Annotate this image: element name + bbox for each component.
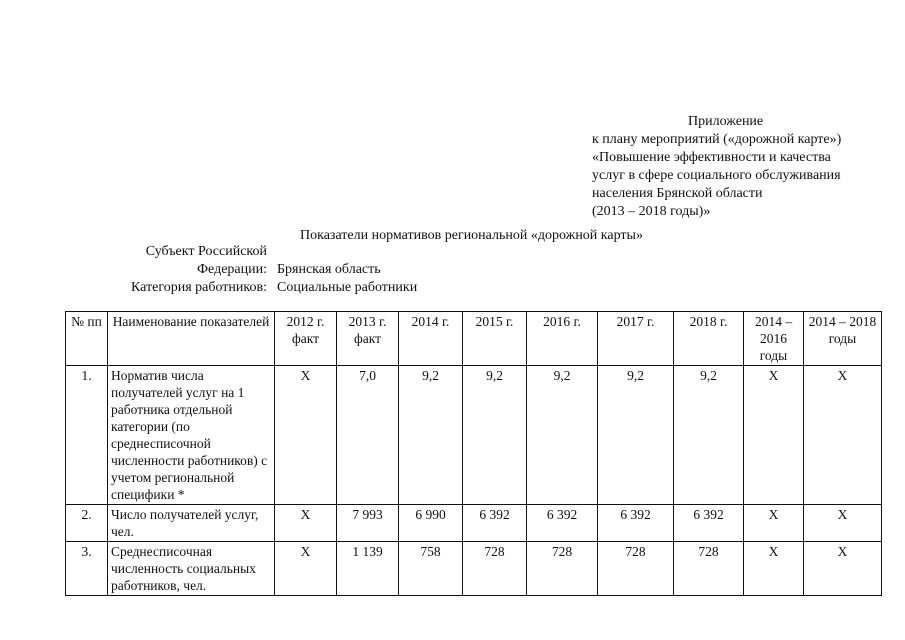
value-cell: Х (275, 366, 337, 505)
appendix-block (592, 113, 892, 221)
meta-subject-row-2 (100, 261, 417, 279)
value-cell: 9,2 (674, 366, 744, 505)
value-cell: 6 392 (674, 505, 744, 542)
value-cell: 9,2 (527, 366, 598, 505)
value-cell: 6 392 (527, 505, 598, 542)
category-label: Категория работников: (130, 280, 267, 295)
value-cell: 6 990 (399, 505, 463, 542)
value-cell: Х (804, 542, 882, 596)
value-cell: 9,2 (598, 366, 674, 505)
value-cell: 9,2 (399, 366, 463, 505)
value-cell: 7,0 (337, 366, 399, 505)
value-cell: Х (275, 542, 337, 596)
header-cell-2017: 2017 г. (598, 312, 674, 366)
row-number: 1. (66, 366, 108, 505)
table-header-row (66, 312, 882, 366)
meta-category-row (100, 279, 417, 297)
appendix-line: (2013 – 2018 годы)» (592, 204, 711, 219)
value-cell: 728 (674, 542, 744, 596)
header-cell-2016: 2016 г. (527, 312, 598, 366)
subject-label-2: Федерации: (196, 262, 267, 277)
value-cell: 728 (598, 542, 674, 596)
category-value: Социальные работники (277, 280, 418, 295)
header-cell-num: № пп (66, 312, 108, 366)
value-cell: 6 392 (598, 505, 674, 542)
indicator-name: Число получателей услуг, чел. (108, 505, 275, 542)
value-cell: 728 (463, 542, 527, 596)
value-cell: Х (804, 366, 882, 505)
value-cell: 9,2 (463, 366, 527, 505)
appendix-line: к плану мероприятий («дорожной карте») (592, 132, 842, 147)
subject-value: Брянская область (277, 262, 381, 277)
value-cell: 6 392 (463, 505, 527, 542)
header-cell-2018: 2018 г. (674, 312, 744, 366)
appendix-heading: Приложение (688, 114, 764, 129)
value-cell: 1 139 (337, 542, 399, 596)
indicator-name: Среднесписочная численность социальных работников, чел. (108, 542, 275, 596)
header-cell-2013: 2013 г. факт (337, 312, 399, 366)
value-cell: 728 (527, 542, 598, 596)
document-title: Показатели нормативов региональной «дорожной карты» (300, 228, 643, 243)
value-cell: 758 (399, 542, 463, 596)
subject-label-1: Субъект Российской (145, 244, 267, 259)
value-cell: Х (275, 505, 337, 542)
appendix-line: услуг в сфере социального обслуживания (592, 168, 841, 183)
table-row (66, 366, 882, 505)
header-cell-2014-2018: 2014 – 2018 годы (804, 312, 882, 366)
row-number: 2. (66, 505, 108, 542)
header-cell-2014: 2014 г. (399, 312, 463, 366)
table-row (66, 542, 882, 596)
meta-subject-row-1 (100, 243, 417, 261)
table-row (66, 505, 882, 542)
appendix-line: «Повышение эффективности и качества (592, 150, 831, 165)
header-cell-name: Наименование показателей (108, 312, 275, 366)
appendix-line: населения Брянской области (592, 186, 763, 201)
row-number: 3. (66, 542, 108, 596)
indicators-table (65, 311, 882, 596)
header-cell-2014-2016: 2014 – 2016 годы (744, 312, 804, 366)
header-cell-2012: 2012 г. факт (275, 312, 337, 366)
value-cell: Х (744, 505, 804, 542)
header-cell-2015: 2015 г. (463, 312, 527, 366)
value-cell: Х (744, 366, 804, 505)
value-cell: Х (804, 505, 882, 542)
meta-block (100, 243, 417, 297)
value-cell: Х (744, 542, 804, 596)
value-cell: 7 993 (337, 505, 399, 542)
indicator-name: Норматив числа получателей услуг на 1 работника отдельной категории (по среднесписочной численности работников) с учетом региональной специфики * (108, 366, 275, 505)
